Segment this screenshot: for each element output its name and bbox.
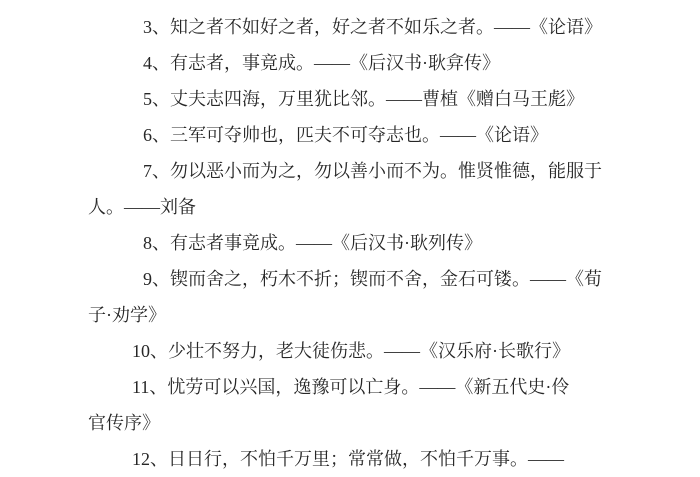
- quote-line: 7、勿以恶小而为之，勿以善小而不为。惟贤惟德，能服于: [143, 161, 602, 181]
- quote-line: 子·劝学》: [88, 305, 166, 325]
- document-body: [88, 9, 650, 477]
- quote-line: 9、锲而舍之，朽木不折；锲而不舍，金石可镂。——《荀: [143, 269, 602, 289]
- quote-line: 10、少壮不努力，老大徒伤悲。——《汉乐府·长歌行》: [132, 341, 570, 361]
- quote-line: 12、日日行，不怕千万里；常常做，不怕千万事。——: [132, 449, 564, 469]
- quote-line: 4、有志者，事竟成。——《后汉书·耿弇传》: [143, 53, 500, 73]
- quote-line: 官传序》: [88, 413, 160, 433]
- quote-line: 6、三军可夺帅也，匹夫不可夺志也。——《论语》: [143, 125, 548, 145]
- quote-line: 3、知之者不如好之者，好之者不如乐之者。——《论语》: [143, 17, 602, 37]
- quote-line: 人。——刘备: [88, 197, 196, 217]
- quote-line: 8、有志者事竟成。——《后汉书·耿列传》: [143, 233, 482, 253]
- quote-line: 5、丈夫志四海，万里犹比邻。——曹植《赠白马王彪》: [143, 89, 584, 109]
- quote-line: 11、忧劳可以兴国，逸豫可以亡身。——《新五代史·伶: [132, 377, 570, 397]
